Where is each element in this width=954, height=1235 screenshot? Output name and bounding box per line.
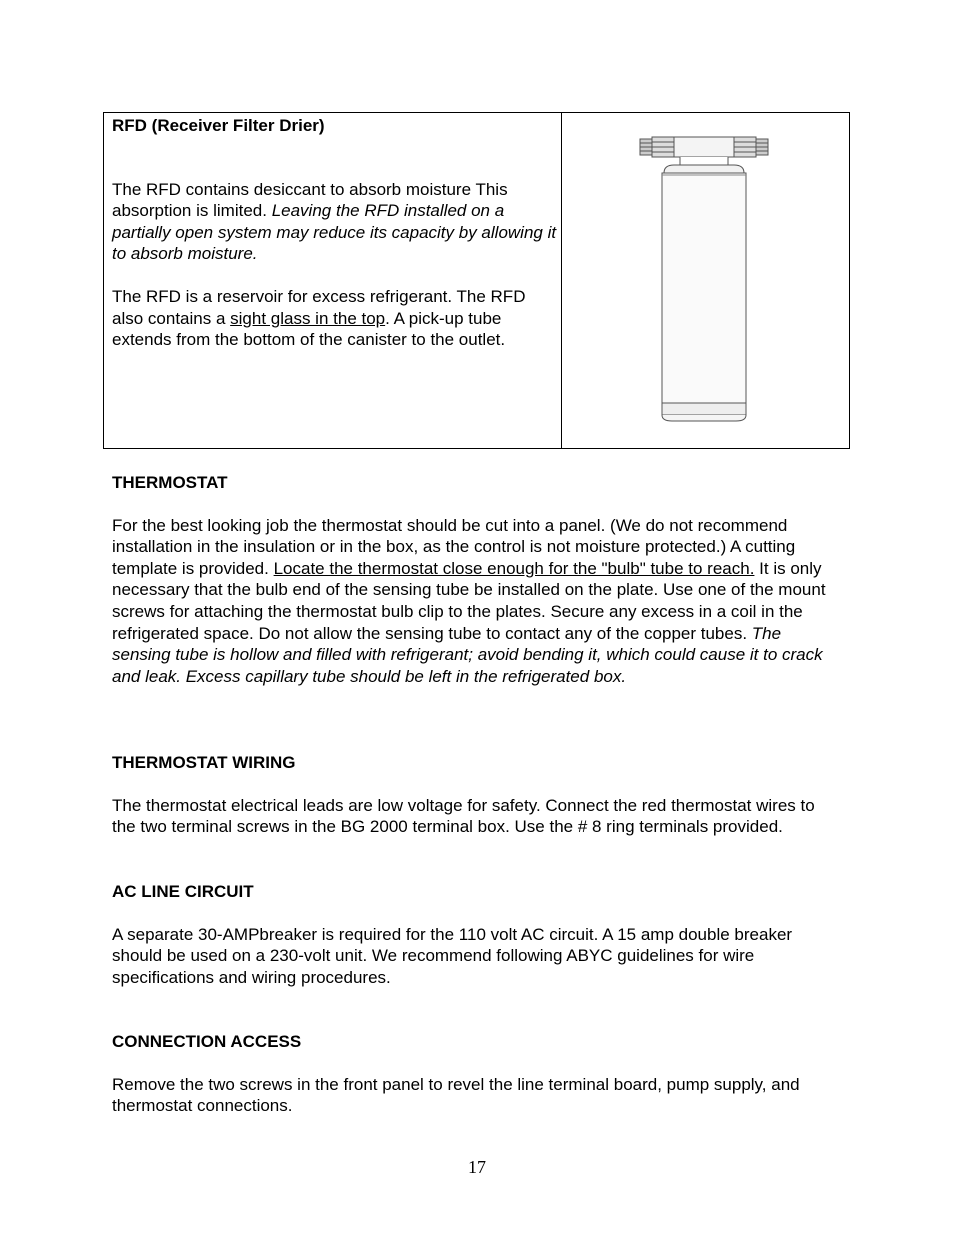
connection-access-section xyxy=(112,1031,842,1117)
rfd-paragraph-1-text: The RFD contains desiccant to absorb moisture This absorption is limited. xyxy=(112,179,508,221)
rfd-figure-cell xyxy=(562,113,849,448)
rfd-description-cell xyxy=(112,115,557,351)
connection-access-body: Remove the two screws in the front panel to revel the line terminal board, pump supply, and thermostat connections. xyxy=(112,1074,800,1116)
ac-line-circuit-section xyxy=(112,881,842,988)
ac-line-circuit-body: A separate 30-AMPbreaker is required for the 110 volt AC circuit. A 15 amp double breaker should be used on a 230-volt unit. We recommend following ABYC guidelines for wire specifications and wiring procedures. xyxy=(112,924,793,987)
rfd-table xyxy=(103,112,850,449)
thermostat-underlined-text: Locate the thermostat close enough for the "bulb" tube to reach. xyxy=(273,558,755,578)
page-number: 17 xyxy=(468,1157,486,1177)
rfd-sight-glass-underline: sight glass in the top xyxy=(230,308,386,328)
rfd-paragraph-1 xyxy=(112,179,557,265)
thermostat-text-a: For the best looking job the thermostat should be cut into a panel. (We do not recommend installation in the insulation or in the box, as the control is not moisture protected.) A cutting template is provided. xyxy=(112,515,796,578)
ac-line-circuit-heading: AC LINE CIRCUIT xyxy=(112,882,254,901)
thermostat-section xyxy=(112,472,842,687)
thermostat-wiring-heading: THERMOSTAT WIRING xyxy=(112,753,296,772)
rfd-paragraph-1-italic: Leaving the RFD installed on a partially open system may reduce its capacity by allowing it to absorb moisture. xyxy=(112,201,557,264)
thermostat-wiring-body: The thermostat electrical leads are low voltage for safety. Connect the red thermostat wires to the two terminal screws in the BG 2000 terminal box. Use the # 8 ring terminals provided. xyxy=(112,795,815,837)
thermostat-text-b: It is only necessary that the bulb end of the sensing tube be installed on the plate. Use one of the mount screws for attaching the thermostat bulb clip to the plates. Secure any excess in a coil in the refrigerated space. Do not allow the sensing tube to contact any of the copper tubes. xyxy=(112,558,826,643)
thermostat-heading: THERMOSTAT xyxy=(112,473,228,492)
thermostat-wiring-section xyxy=(112,752,842,838)
rfd-paragraph-2 xyxy=(112,286,557,351)
rfd-paragraph-2-text-b: . A pick-up tube extends from the bottom of the canister to the outlet. xyxy=(112,308,506,350)
connection-access-heading: CONNECTION ACCESS xyxy=(112,1032,302,1051)
rfd-paragraph-2-text-a: The RFD is a reservoir for excess refrigerant. The RFD also contains a xyxy=(112,286,526,328)
receiver-filter-drier-illustration xyxy=(562,113,849,448)
rfd-title: RFD (Receiver Filter Drier) xyxy=(112,116,325,135)
thermostat-italic-text: The sensing tube is hollow and filled with refrigerant; avoid bending it, which could cause it to crack and leak. Excess capillary tube should be left in the refrigerated box. xyxy=(112,623,823,686)
thermostat-body xyxy=(112,515,842,688)
